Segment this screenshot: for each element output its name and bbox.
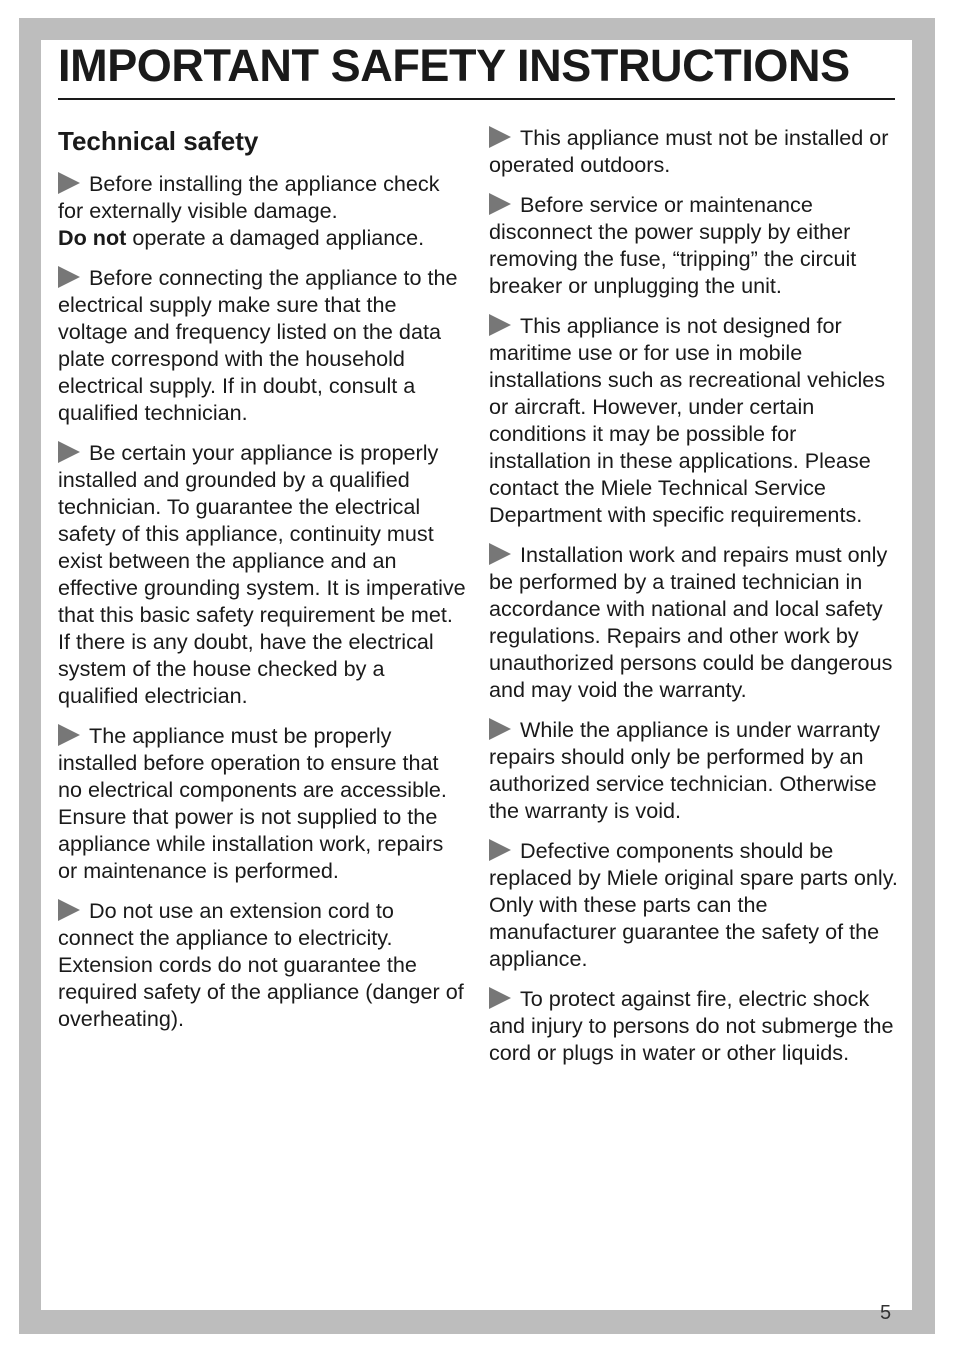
safety-item <box>58 264 468 426</box>
title-rule <box>58 98 895 100</box>
safety-item-text: Before connecting the appliance to the electrical supply make sure that the voltage and frequency listed on the data plate correspond with the household electrical supply. If in doubt, consult a qualified technician. <box>58 265 458 425</box>
safety-item-text: This appliance must not be installed or operated outdoors. <box>489 125 889 177</box>
safety-item-text-cont: operate a damaged appliance. <box>126 225 425 250</box>
bullet-arrow-icon <box>489 193 511 215</box>
safety-item-text: Be certain your appliance is properly installed and grounded by a qualified technician. To guarantee the electrical safety of this appliance, continuity must exist between the appliance and an effective grounding system. It is imperative that this basic safety requirement be met. If there is any doubt, have the electrical system of the house checked by a qualified electrician. <box>58 440 466 708</box>
safety-item-text: Before service or maintenance disconnect the power supply by either removing the fuse, “tripping” the circuit breaker or unplugging the unit. <box>489 192 857 298</box>
safety-item-text: Do not use an extension cord to connect the appliance to electricity. Extension cords do not guarantee the required safety of the appliance (danger of overheating). <box>58 898 464 1031</box>
safety-item <box>58 439 468 709</box>
safety-item <box>489 837 899 972</box>
bullet-arrow-icon <box>489 543 511 565</box>
bullet-arrow-icon <box>58 899 80 921</box>
bullet-arrow-icon <box>489 718 511 740</box>
bullet-arrow-icon <box>489 987 511 1009</box>
safety-item <box>489 716 899 824</box>
safety-item-text: While the appliance is under warranty repairs should only be performed by an authorized service technician. Otherwise the warranty is void. <box>489 717 881 823</box>
bullet-arrow-icon <box>58 724 80 746</box>
safety-item <box>489 124 899 178</box>
left-column <box>58 124 468 1045</box>
bullet-arrow-icon <box>489 839 511 861</box>
bullet-arrow-icon <box>58 441 80 463</box>
safety-item <box>489 541 899 703</box>
section-heading: Technical safety <box>58 126 259 156</box>
safety-item-text: To protect against fire, electric shock and injury to persons do not submerge the cord or plugs in water or other liquids. <box>489 986 894 1065</box>
bullet-arrow-icon <box>489 314 511 336</box>
right-column <box>489 124 899 1079</box>
safety-item-bold: Do not <box>58 225 127 250</box>
safety-item <box>58 170 468 251</box>
page-title: IMPORTANT SAFETY INSTRUCTIONS <box>58 40 850 91</box>
safety-item <box>489 312 899 528</box>
safety-item-text: Installation work and repairs must only be performed by a trained technician in accordance with national and local safety regulations. Repairs and other work by unauthorized persons could be dangerous and may void the warranty. <box>489 542 893 702</box>
bullet-arrow-icon <box>489 126 511 148</box>
safety-item-text: This appliance is not designed for maritime use or for use in mobile installations such as recreational vehicles or aircraft. However, under certain conditions it may be possible for installation in these applications. Please contact the Miele Technical Service Department with specific requirements. <box>489 313 886 527</box>
bullet-arrow-icon <box>58 266 80 288</box>
safety-item <box>58 722 468 884</box>
safety-item <box>58 897 468 1032</box>
safety-item <box>489 191 899 299</box>
safety-item <box>489 985 899 1066</box>
page-number: 5 <box>880 1302 892 1324</box>
safety-item-text: Before installing the appliance check for externally visible damage. <box>58 171 440 223</box>
bullet-arrow-icon <box>58 172 80 194</box>
safety-item-text: Defective components should be replaced by Miele original spare parts only. Only with these parts can the manufacturer guarantee the safety of the appliance. <box>489 838 898 971</box>
safety-item-text: The appliance must be properly installed before operation to ensure that no electrical components are accessible. Ensure that power is not supplied to the appliance while installation work, repairs or maintenance is performed. <box>58 723 447 883</box>
